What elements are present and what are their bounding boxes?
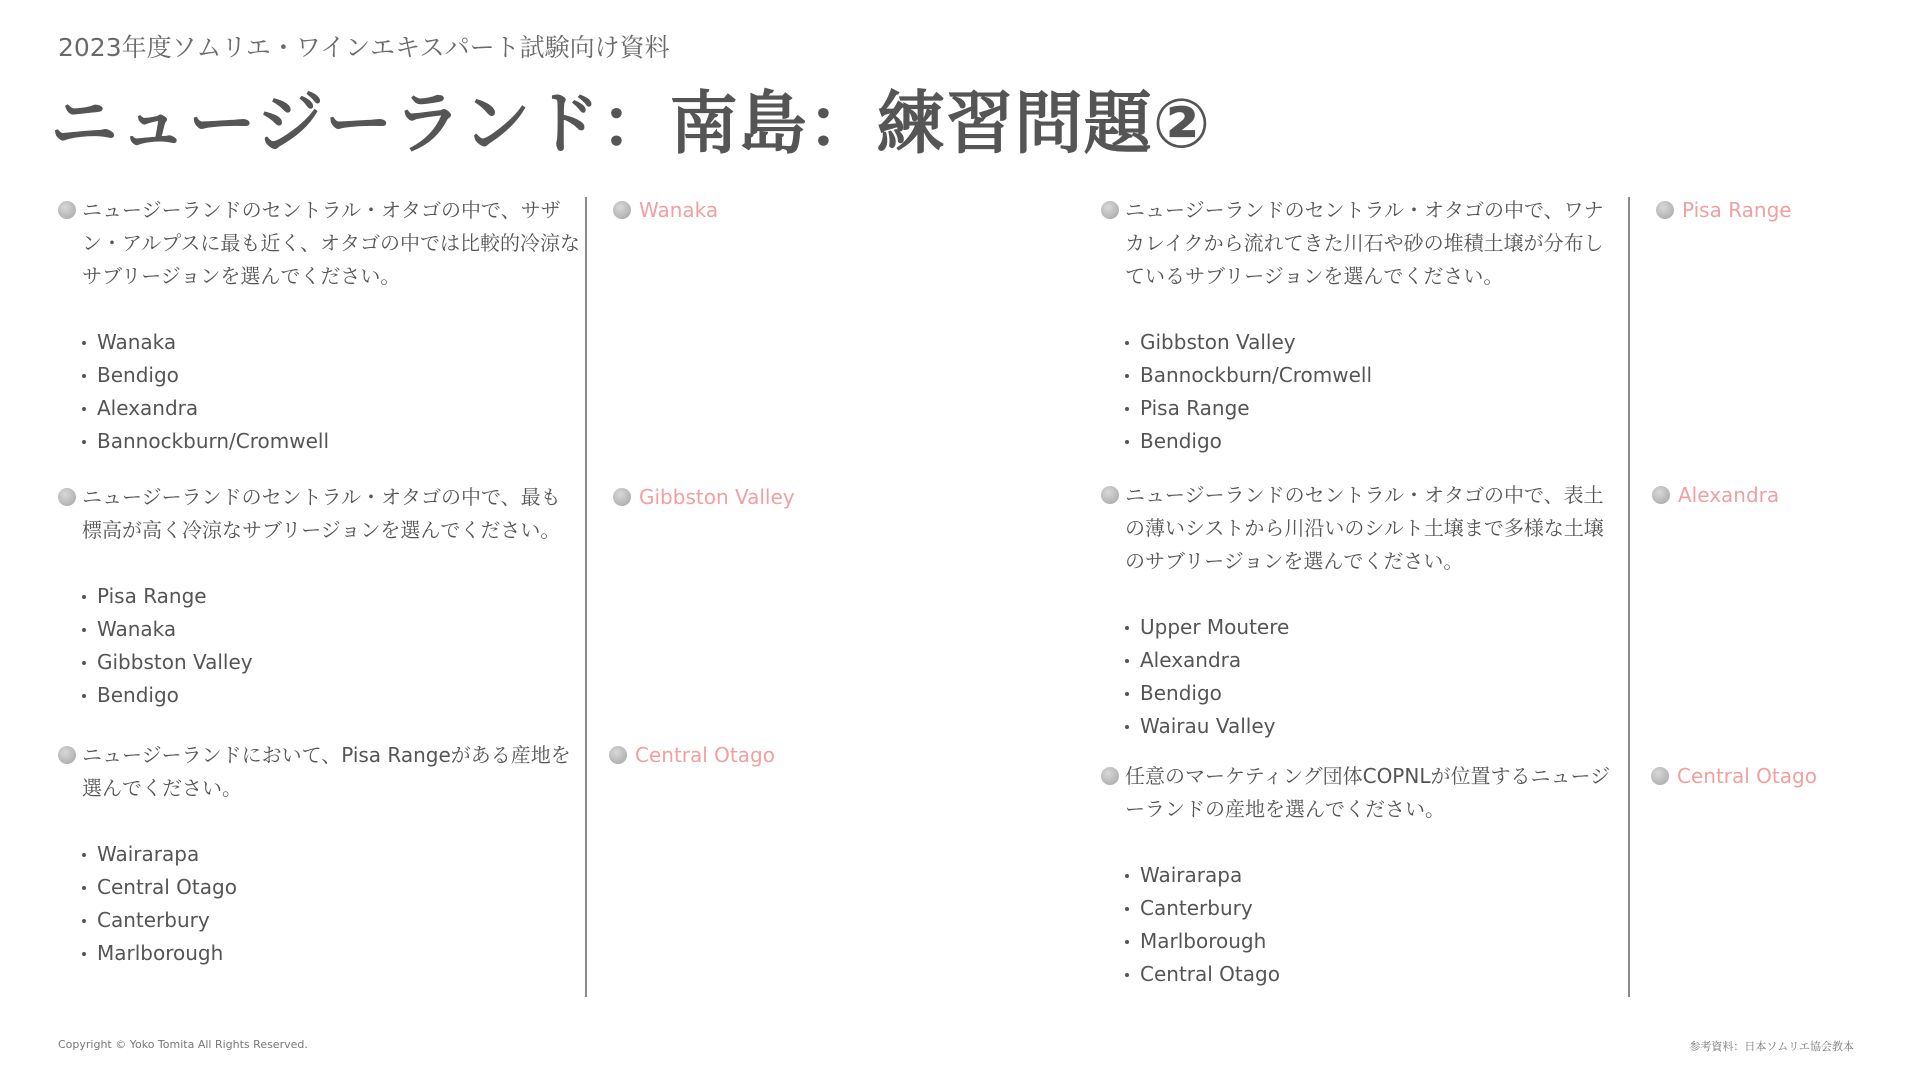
answer-6 <box>1649 760 1817 793</box>
answer-bullet-icon <box>1652 486 1670 504</box>
question-bullet-icon <box>1101 767 1119 785</box>
subtitle: 2023年度ソムリエ・ワインエキスパート試験向け資料 <box>58 33 670 62</box>
answer-text: Central Otago <box>635 743 775 767</box>
option-item: Wanaka <box>82 613 580 646</box>
option-list <box>60 580 580 712</box>
answer-bullet-icon <box>1656 201 1674 219</box>
question-block-4 <box>1103 194 1623 458</box>
answer-2 <box>611 481 795 514</box>
option-item: Central Otago <box>82 871 580 904</box>
option-item: Wairarapa <box>1125 859 1623 892</box>
answer-5 <box>1650 479 1779 512</box>
question-text: ニュージーランドにおいて、Pisa Rangeがある産地を選んでください。 <box>82 743 571 800</box>
option-item: Bendigo <box>1125 677 1623 710</box>
option-item: Bannockburn/Cromwell <box>1125 359 1623 392</box>
reference-note: 参考資料：日本ソムリエ協会教本 <box>1689 1040 1854 1053</box>
option-item: Canterbury <box>82 904 580 937</box>
option-list <box>1103 326 1623 458</box>
question-text: 任意のマーケティング団体COPNLが位置するニュージーランドの産地を選んでください。 <box>1125 764 1611 821</box>
answer-text: Pisa Range <box>1682 198 1792 222</box>
page-title: ニュージーランド：南島：練習問題② <box>50 85 1212 164</box>
question-bullet-icon <box>58 488 76 506</box>
answer-3 <box>607 739 775 772</box>
option-item: Pisa Range <box>1125 392 1623 425</box>
question-block-6 <box>1103 760 1623 991</box>
option-item: Marlborough <box>82 937 580 970</box>
option-item: Alexandra <box>82 392 580 425</box>
option-item: Wairarapa <box>82 838 580 871</box>
answer-text: Gibbston Valley <box>639 485 795 509</box>
answer-text: Alexandra <box>1678 483 1780 507</box>
question-block-1 <box>60 194 580 458</box>
answer-bullet-icon <box>613 201 631 219</box>
question-block-2 <box>60 481 580 712</box>
question-bullet-icon <box>58 746 76 764</box>
answer-4 <box>1654 194 1792 227</box>
option-list <box>1103 859 1623 991</box>
option-item: Bendigo <box>1125 425 1623 458</box>
option-item: Bendigo <box>82 679 580 712</box>
divider-right <box>1628 197 1630 997</box>
option-item: Canterbury <box>1125 892 1623 925</box>
question-block-3 <box>60 739 580 970</box>
answer-1 <box>611 194 718 227</box>
option-item: Bannockburn/Cromwell <box>82 425 580 458</box>
question-text: ニュージーランドのセントラル・オタゴの中で、ワナカレイクから流れてきた川石や砂の堆積土壌が分布しているサブリージョンを選んでください。 <box>1125 198 1604 288</box>
option-item: Alexandra <box>1125 644 1623 677</box>
answer-text: Wanaka <box>639 198 719 222</box>
question-bullet-icon <box>1101 486 1119 504</box>
option-item: Wairau Valley <box>1125 710 1623 743</box>
option-item: Upper Moutere <box>1125 611 1623 644</box>
option-item: Central Otago <box>1125 958 1623 991</box>
copyright: Copyright © Yoko Tomita All Rights Reserved. <box>58 1038 308 1051</box>
option-item: Gibbston Valley <box>1125 326 1623 359</box>
question-bullet-icon <box>1101 201 1119 219</box>
answer-bullet-icon <box>609 746 627 764</box>
question-text: ニュージーランドのセントラル・オタゴの中で、サザン・アルプスに最も近く、オタゴの中では比較的冷涼なサブリージョンを選んでください。 <box>82 198 580 288</box>
question-text: ニュージーランドのセントラル・オタゴの中で、最も標高が高く冷涼なサブリージョンを選んでください。 <box>82 485 561 542</box>
question-block-5 <box>1103 479 1623 743</box>
option-item: Marlborough <box>1125 925 1623 958</box>
option-item: Gibbston Valley <box>82 646 580 679</box>
option-item: Wanaka <box>82 326 580 359</box>
answer-text: Central Otago <box>1677 764 1817 788</box>
option-item: Bendigo <box>82 359 580 392</box>
option-list <box>60 326 580 458</box>
option-list <box>1103 611 1623 743</box>
option-item: Pisa Range <box>82 580 580 613</box>
option-list <box>60 838 580 970</box>
question-text: ニュージーランドのセントラル・オタゴの中で、表土の薄いシストから川沿いのシルト土壌まで多様な土壌のサブリージョンを選んでください。 <box>1125 483 1604 573</box>
answer-bullet-icon <box>613 488 631 506</box>
answer-bullet-icon <box>1651 767 1669 785</box>
divider-left <box>585 197 587 997</box>
question-bullet-icon <box>58 201 76 219</box>
